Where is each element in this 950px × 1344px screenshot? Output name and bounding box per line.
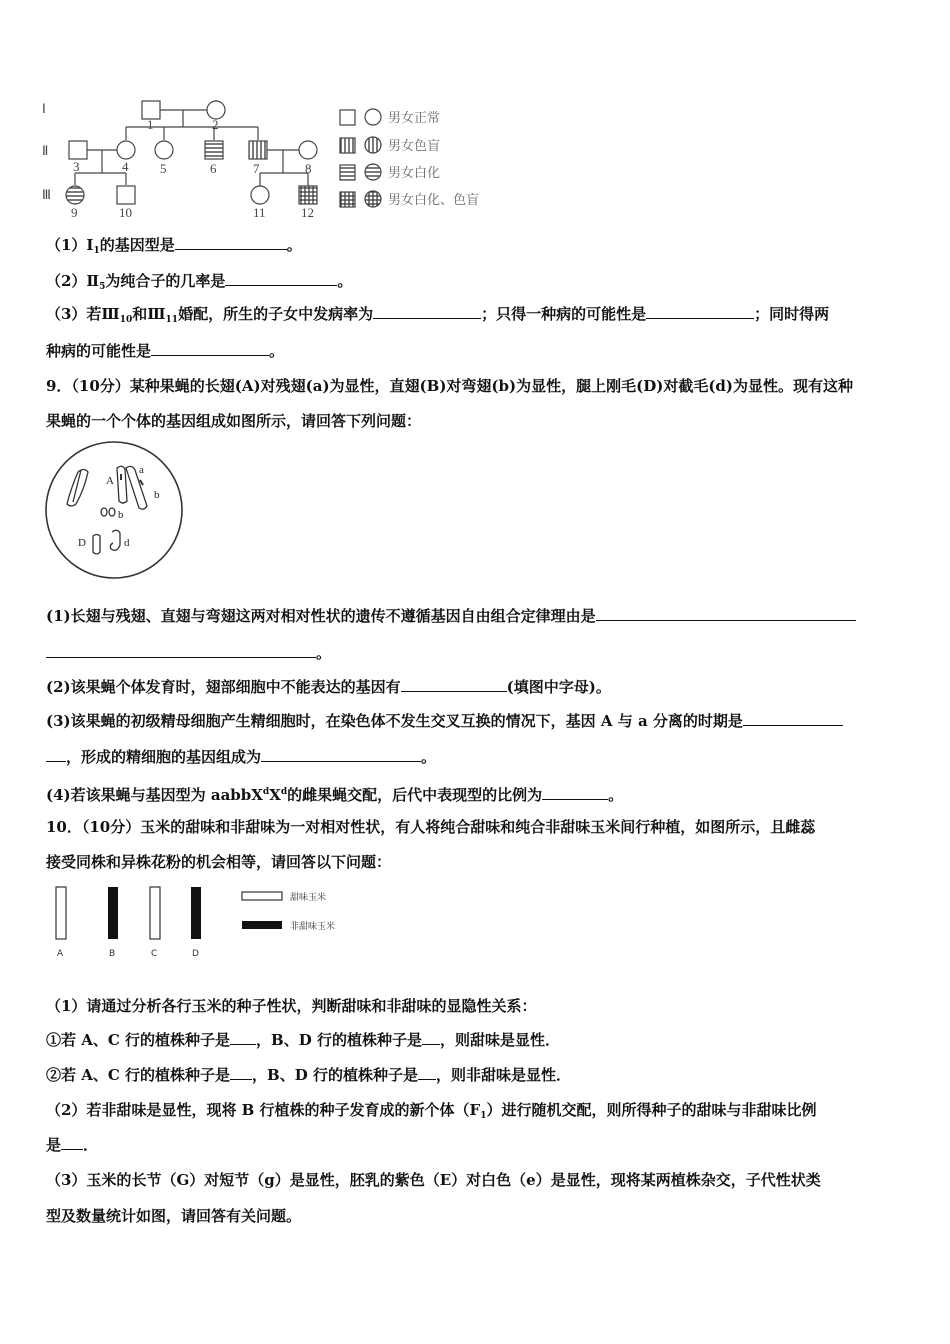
- individual-5: [155, 141, 173, 159]
- q10-stem-2: 接受同株和异株花粉的机会相等，请回答以下问题：: [46, 853, 392, 871]
- gene-label-d: d: [124, 537, 130, 549]
- legend-colorblind: 男女色盲: [388, 139, 441, 154]
- row-label-C: C: [151, 949, 158, 959]
- q10-case2: ②若 A、C 行的植株种子是 ，B、D 行的植株种子是 ，则非甜味是显性．: [46, 1066, 571, 1084]
- gen-label-2: Ⅱ: [42, 143, 49, 158]
- q10-sub3-cont: 型及数量统计如图，请回答有关问题。: [46, 1207, 302, 1225]
- num-4: 4: [122, 159, 129, 174]
- q10-sub2-cont: 是 ．: [46, 1136, 99, 1154]
- row-C: [150, 887, 160, 939]
- num-11: 11: [253, 205, 266, 220]
- pedigree-chart: [40, 95, 510, 225]
- individual-3: [69, 141, 87, 159]
- q10-case1: ①若 A、C 行的植株种子是 ，B、D 行的植株种子是 ，则甜味是显性．: [46, 1031, 560, 1049]
- row-label-A: A: [57, 949, 64, 959]
- q8-part2: $(2)Ⅱ_5$为纯合子的几率是 。: [46, 272, 353, 292]
- individual-9: [66, 186, 84, 204]
- legend-both: 男女白化、色盲: [388, 193, 480, 208]
- corn-rows-diagram: [46, 880, 356, 965]
- q9-sub1-cont: 。: [46, 642, 331, 664]
- legend-nonsweet: 非甜味玉米: [290, 922, 336, 932]
- individual-7: [249, 141, 267, 159]
- gene-label-b2: b: [118, 509, 124, 521]
- num-7: 7: [253, 161, 260, 176]
- q9-sub4: (4)若该果蝇与基因型为 $aabbX^dX^d$的雌果蝇交配，后代中表现型的比例为 。: [46, 786, 624, 804]
- chromosome-cell-diagram: [42, 440, 187, 582]
- q10-sub3: （3）玉米的长节（G）对短节（g）是显性，胚乳的紫色（E）对白色（e）是显性，现将某两植株杂交，子代性状类: [46, 1171, 821, 1189]
- num-6: 6: [210, 161, 217, 176]
- num-3: 3: [73, 159, 80, 174]
- row-label-D: D: [192, 949, 199, 959]
- q9-sub3: (3)该果蝇的初级精母细胞产生精细胞时，在染色体不发生交叉互换的情况下，基因 A 与 a 分离的时期是: [46, 710, 843, 732]
- q10-sub1: （1）请通过分析各行玉米的种子性状，判断甜味和非甜味的显隐性关系：: [46, 997, 537, 1015]
- gen-label-1: Ⅰ: [42, 101, 46, 116]
- individual-12: [299, 186, 317, 204]
- gene-label-a: a: [139, 464, 144, 476]
- num-9: 9: [71, 205, 78, 220]
- row-A: [56, 887, 66, 939]
- q8-part1: $(1)Ⅰ_1$的基因型是 。: [46, 236, 302, 256]
- legend-nonsweet-swatch: [242, 921, 282, 929]
- individual-8: [299, 141, 317, 159]
- gene-label-D: D: [78, 537, 86, 549]
- individual-6: [205, 141, 223, 159]
- q10-sub2: （2）若非甜味是显性，现将 B 行植株的种子发育成的新个体$(F_1)$进行随机交配，则所得种子的甜味与非甜味比例: [46, 1101, 817, 1121]
- row-D: [191, 887, 201, 939]
- individual-4: [117, 141, 135, 159]
- individual-10: [117, 186, 135, 204]
- legend-normal: 男女正常: [388, 111, 441, 126]
- legend-albino: 男女白化: [388, 166, 441, 181]
- row-label-B: B: [109, 949, 116, 959]
- num-1: 1: [147, 117, 154, 132]
- legend-sweet-swatch: [242, 892, 282, 900]
- q8-part3: （3）若$Ⅲ_{10}$和$Ⅲ_{11}$婚配，所生的子女中发病率为 ；只得一种病的可能性是 ；同时得两: [46, 305, 830, 325]
- num-10: 10: [119, 205, 132, 220]
- q9-sub2: (2)该果蝇个体发育时，翅部细胞中不能表达的基因有 (填图中字母)。: [46, 678, 611, 696]
- num-8: 8: [305, 161, 312, 176]
- q9-sub3-cont: ，形成的精细胞的基因组成为 。: [46, 746, 436, 768]
- num-12: 12: [301, 205, 314, 220]
- q9-stem-1: 9．（10分）某种果蝇的长翅(A)对残翅(a)为显性，直翅(B)对弯翅(b)为显性，腿上刚毛(D)对截毛(d)为显性。现有这种: [46, 377, 854, 395]
- gene-label-b1: b: [154, 489, 160, 501]
- gen-label-3: Ⅲ: [42, 187, 51, 202]
- individual-11: [251, 186, 269, 204]
- legend-sweet: 甜味玉米: [290, 893, 327, 903]
- q9-stem-2: 果蝇的一个个体的基因组成如图所示，请回答下列问题：: [46, 412, 422, 430]
- row-B: [108, 887, 118, 939]
- q10-stem-1: 10．（10分）玉米的甜味和非甜味为一对相对性状，有人将纯合甜味和纯合非甜味玉米间行种植，如图所示，且雌蕊: [46, 818, 816, 836]
- gene-label-A: A: [106, 475, 114, 487]
- q9-sub1: (1)长翅与残翅、直翅与弯翅这两对相对性状的遗传不遵循基因自由组合定律理由是: [46, 605, 856, 627]
- num-2: 2: [212, 117, 219, 132]
- q8-part3-cont: 种病的可能性是 。: [46, 342, 285, 360]
- num-5: 5: [160, 161, 167, 176]
